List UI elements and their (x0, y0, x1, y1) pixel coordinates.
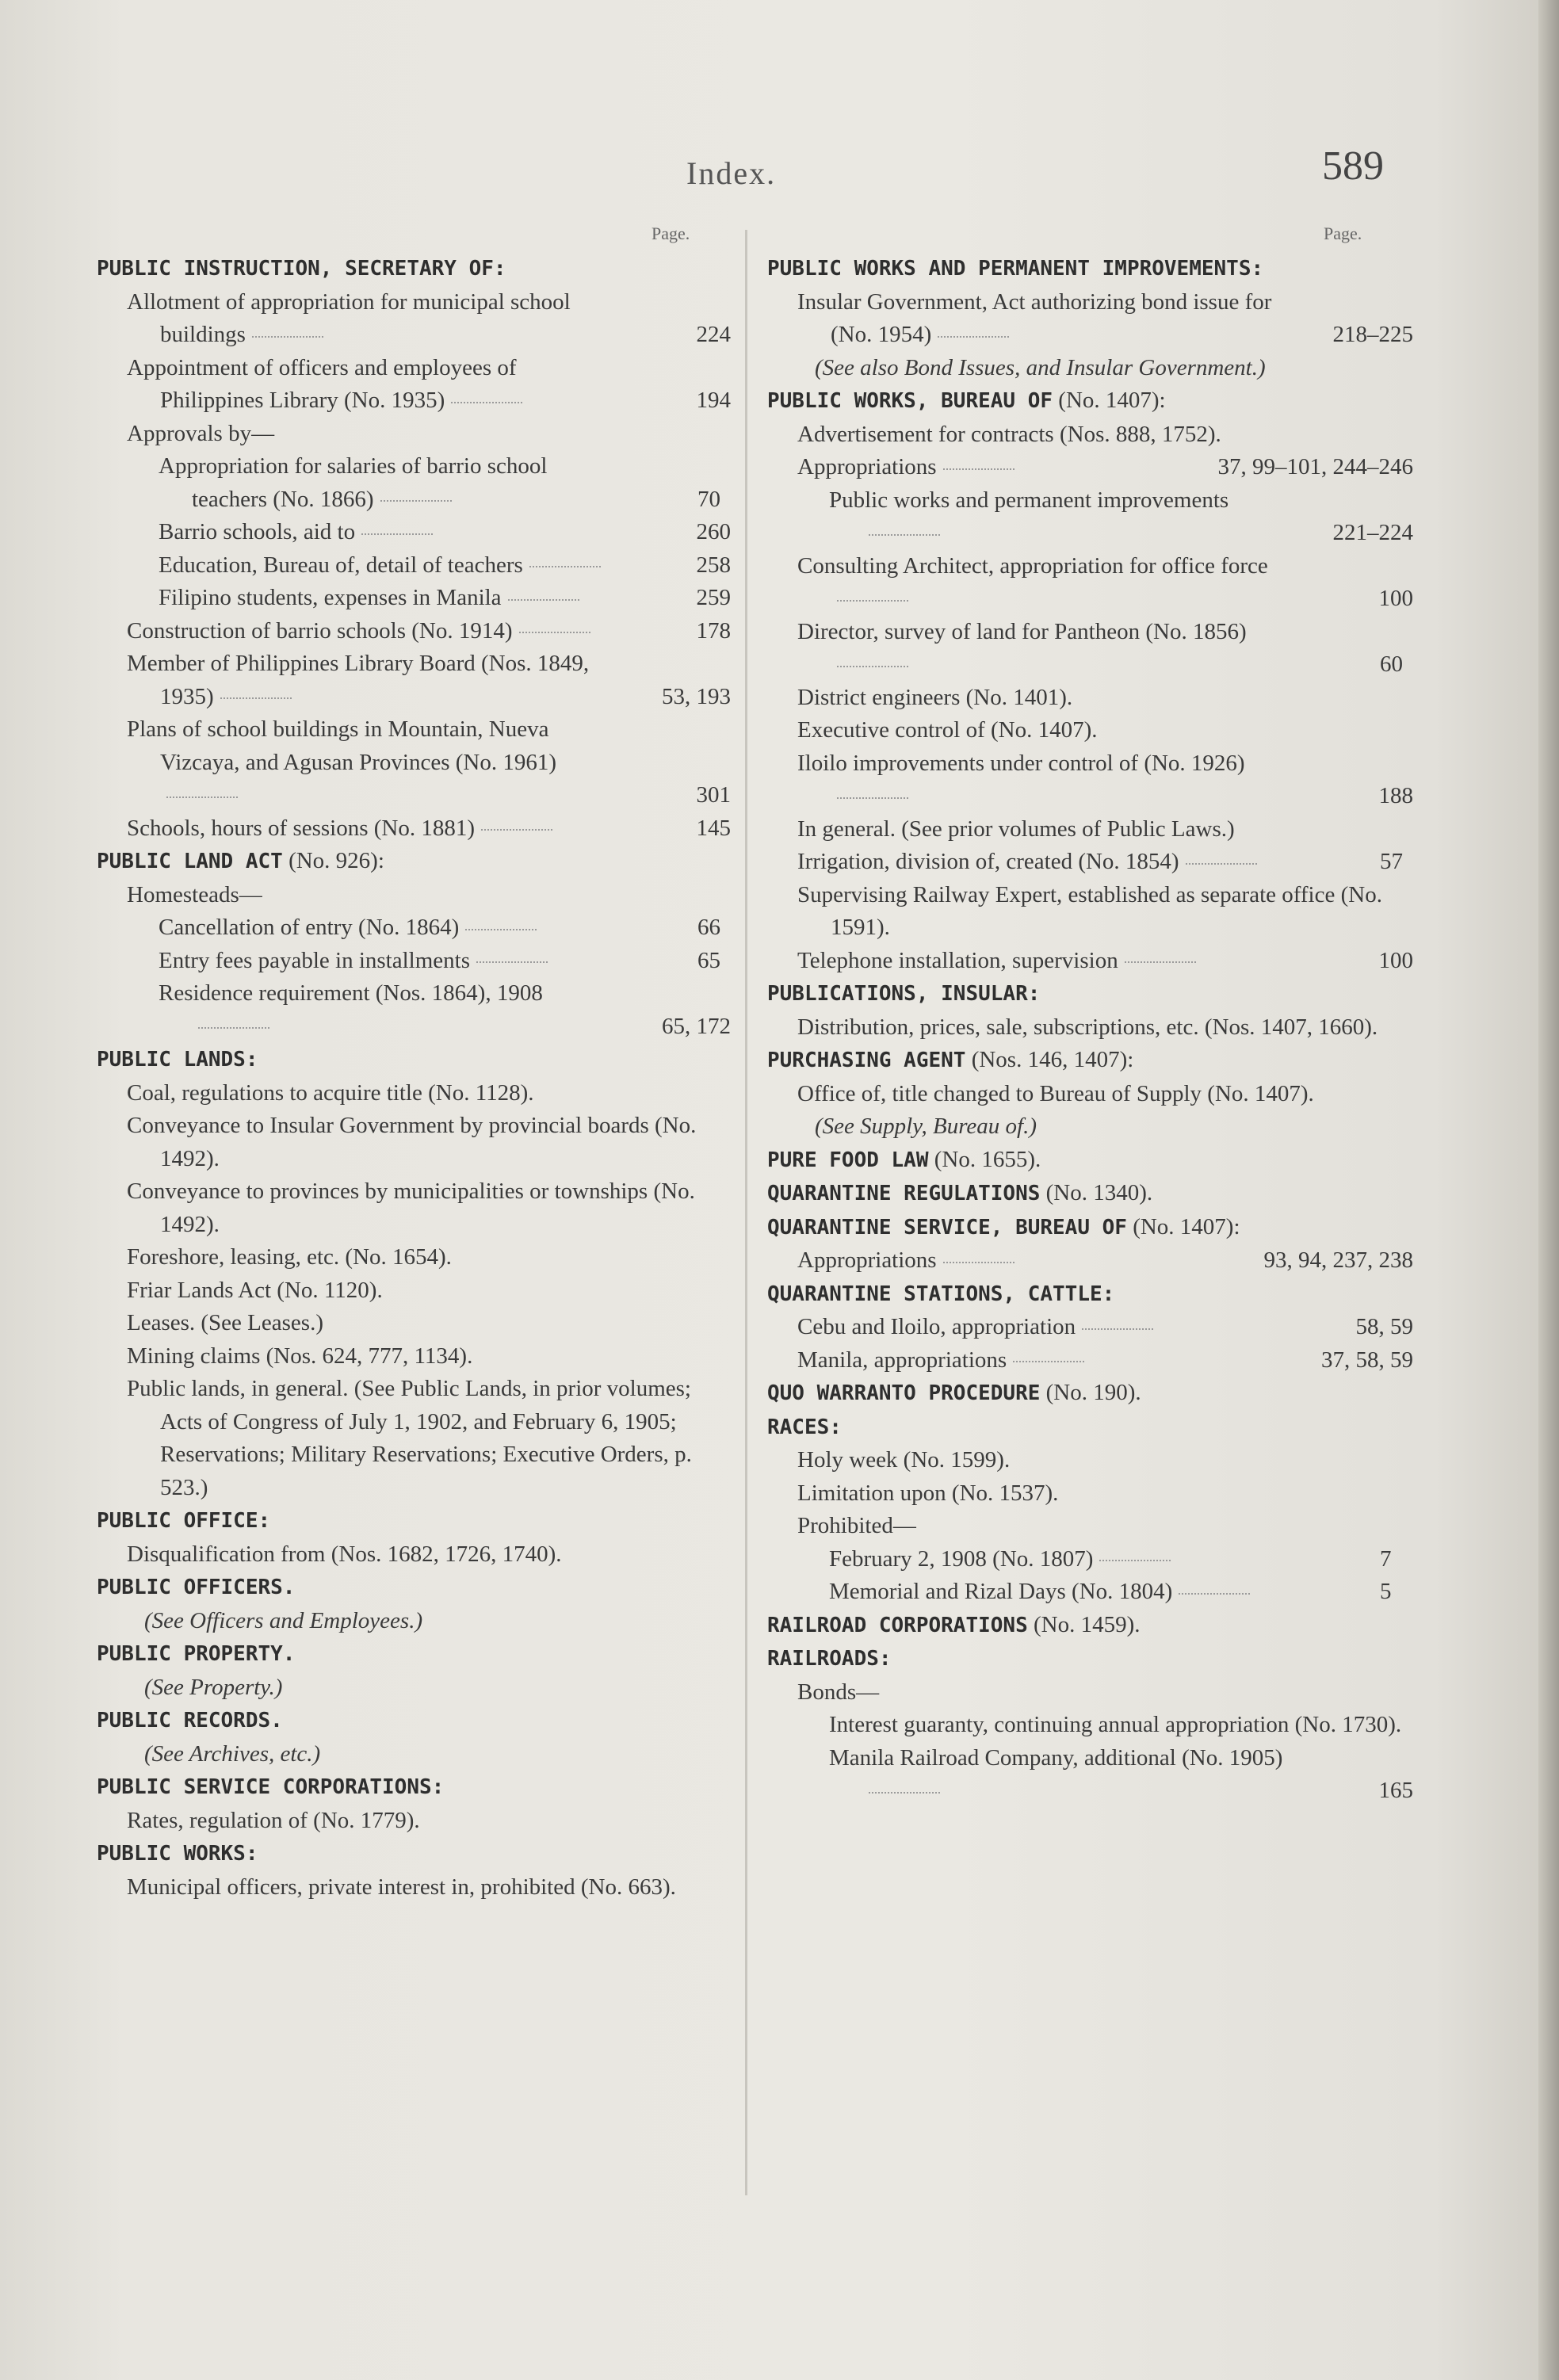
dot-leader (869, 1791, 940, 1794)
index-heading (767, 1144, 1413, 1178)
index-entry: Director, survey of land for Pantheon (No. 1856) 60 (797, 618, 1403, 677)
heading-text: PUBLIC LANDS: (97, 1048, 258, 1072)
index-entry (97, 1538, 731, 1572)
heading-text: PUBLIC LAND ACT (97, 850, 283, 873)
see-reference (97, 1605, 731, 1638)
entry-text: Entry fees payable in installments (159, 947, 471, 973)
page-reference: 218–225 (1332, 322, 1413, 347)
index-heading (767, 1642, 1413, 1676)
entry-text: Iloilo improvements under control of (No. 1926) (797, 750, 1245, 776)
page-reference: 100 (1378, 586, 1413, 611)
entry-text: Memorial and Rizal Days (No. 1804) (829, 1579, 1173, 1604)
heading-text: PUBLICATIONS, INSULAR: (767, 982, 1041, 1006)
index-entry (97, 1175, 731, 1241)
index-entry (767, 682, 1413, 715)
heading-reference: (No. 1407): (1126, 1213, 1240, 1240)
page-reference: 259 (696, 585, 731, 610)
index-entry (767, 1311, 1413, 1344)
page-reference: 37, 99–101, 244–246 (1217, 454, 1413, 479)
entry-text: Public works and permanent improvements (829, 487, 1229, 513)
entry-text: Construction of barrio schools (No. 1914) (127, 617, 513, 644)
page-reference: 100 (1378, 947, 1413, 973)
entry-text: Interest guaranty, continuing annual appropriation (No. 1730). (829, 1712, 1402, 1737)
index-entry (767, 1444, 1413, 1477)
heading-text: PUBLIC SERVICE CORPORATIONS: (97, 1775, 445, 1799)
entry-text: Barrio schools, aid to (159, 519, 356, 544)
see-reference (767, 1110, 1413, 1144)
index-entry (97, 549, 731, 583)
page-reference: 145 (696, 815, 731, 841)
heading-reference: (Nos. 146, 1407): (965, 1047, 1134, 1072)
index-entry (767, 286, 1413, 352)
see-reference-text: (See Officers and Employees.) (144, 1607, 423, 1633)
entry-text: February 2, 1908 (No. 1807) (829, 1545, 1094, 1572)
index-heading (767, 1044, 1413, 1078)
see-reference-text: (See Property.) (144, 1674, 283, 1700)
index-heading (767, 1177, 1413, 1211)
heading-text: PUBLIC WORKS AND PERMANENT IMPROVEMENTS: (767, 257, 1264, 281)
index-heading (767, 977, 1413, 1011)
dot-leader (1082, 1328, 1153, 1330)
index-heading (767, 1377, 1413, 1411)
entry-text: Bonds— (797, 1679, 880, 1705)
dot-leader (1179, 1592, 1250, 1595)
index-heading (97, 845, 731, 879)
index-entry: February 2, 1908 (No. 1807) 7 (829, 1545, 1392, 1572)
entry-text: Office of, title changed to Bureau of Supply (No. 1407). (797, 1080, 1314, 1106)
entry-text: Supervising Railway Expert, established as separate office (No. 1591). (797, 881, 1382, 940)
index-entry (767, 813, 1413, 846)
index-entry (97, 1307, 731, 1340)
page-reference: 53, 193 (662, 683, 731, 709)
index-heading (97, 252, 731, 286)
heading-text: RAILROAD CORPORATIONS (767, 1613, 1028, 1637)
heading-reference: (No. 190). (1040, 1380, 1141, 1405)
heading-text: RAILROADS: (767, 1647, 892, 1671)
index-entry (767, 1011, 1413, 1045)
entry-text: Irrigation, division of, created (No. 1854) (797, 849, 1179, 874)
entry-text: Appointment of officers and employees of Philippines Library (No. 1935) (127, 354, 517, 413)
dot-leader (837, 665, 908, 667)
entry-text: Insular Government, Act authorizing bond issue for (No. 1954) (797, 288, 1272, 347)
heading-text: PUBLIC OFFICE: (97, 1509, 271, 1533)
index-entry (97, 812, 731, 846)
entry-text: Cancellation of entry (No. 1864) (159, 915, 460, 940)
dot-leader (869, 533, 940, 536)
entry-text: Distribution, prices, sale, subscriptions, etc. (Nos. 1407, 1660). (797, 1014, 1378, 1040)
index-entry: Cancellation of entry (No. 1864) 66 (159, 915, 720, 940)
entry-text: Appropriations (797, 1247, 937, 1273)
dot-leader (938, 335, 1009, 338)
entry-text: Manila Railroad Company, additional (No. 1905) (829, 1744, 1283, 1771)
index-entry (767, 747, 1413, 813)
entry-text: Education, Bureau of, detail of teachers (159, 552, 523, 578)
heading-text: PUBLIC RECORDS. (97, 1709, 283, 1732)
dot-leader (943, 1261, 1014, 1263)
heading-text: PUBLIC INSTRUCTION, SECRETARY OF: (97, 257, 506, 281)
see-reference-text: (See Archives, etc.) (144, 1740, 321, 1767)
left-page-column-label: Page. (651, 223, 690, 243)
index-heading (767, 384, 1413, 418)
index-entry (97, 1110, 731, 1175)
dot-leader (220, 697, 292, 699)
entry-text: Telephone installation, supervision (797, 947, 1118, 973)
index-entry (767, 879, 1413, 945)
entry-text: Advertisement for contracts (Nos. 888, 1752). (797, 421, 1221, 447)
index-entry (97, 977, 731, 1043)
see-reference (97, 1738, 731, 1771)
index-entry (767, 1078, 1413, 1111)
index-entry (767, 451, 1413, 484)
entry-text: Holy week (No. 1599). (797, 1447, 1011, 1473)
index-entry (97, 352, 731, 418)
dot-leader (361, 533, 433, 535)
index-entry: Memorial and Rizal Days (No. 1804) 5 (829, 1579, 1392, 1604)
index-heading (767, 1211, 1413, 1245)
entry-text: Leases. (See Leases.) (127, 1310, 323, 1335)
heading-reference: (No. 926): (282, 848, 384, 873)
entry-text: Public lands, in general. (See Public Lands, in prior volumes; Acts of Congress of July 1, 1902, and February 6, 1905; Reservations; Military Reservations; Executive Orders, p. 523.) (127, 1376, 692, 1500)
index-entry (97, 516, 731, 549)
heading-reference: (No. 1340). (1040, 1180, 1153, 1205)
entry-text: Coal, regulations to acquire title (No. 1128). (127, 1079, 534, 1106)
index-heading (767, 1278, 1413, 1312)
page-reference: 165 (1378, 1778, 1413, 1803)
index-entry (767, 550, 1413, 616)
entry-text: Consulting Architect, appropriation for office force (797, 552, 1268, 579)
see-reference (97, 1671, 731, 1705)
entry-text: Prohibited— (797, 1513, 916, 1538)
index-heading (767, 252, 1413, 286)
entry-text: Approvals by— (127, 420, 275, 446)
page-number: 589 (1322, 143, 1384, 189)
entry-text: Rates, regulation of (No. 1779). (127, 1807, 420, 1833)
entry-text: Mining claims (Nos. 624, 777, 1134). (127, 1343, 473, 1369)
dot-leader (1099, 1559, 1171, 1561)
entry-text: Friar Lands Act (No. 1120). (127, 1277, 383, 1303)
right-column (767, 252, 1413, 1808)
column-divider (745, 230, 747, 2195)
index-heading (97, 1043, 731, 1077)
index-entry (767, 418, 1413, 452)
heading-text: RACES: (767, 1415, 842, 1439)
page-reference: 301 (696, 782, 731, 808)
index-entry (767, 1510, 1413, 1543)
entry-text: Disqualification from (Nos. 1682, 1726, 1740). (127, 1541, 562, 1567)
index-entry: Irrigation, division of, created (No. 1854) 57 (797, 849, 1403, 874)
heading-reference: (No. 1459). (1027, 1611, 1141, 1637)
entry-text: Homesteads— (127, 881, 262, 907)
heading-text: PUBLIC OFFICERS. (97, 1576, 296, 1599)
entry-text: Residence requirement (Nos. 1864), 1908 (159, 980, 543, 1006)
index-entry (97, 1077, 731, 1110)
left-column (97, 252, 731, 1904)
entry-text: Member of Philippines Library Board (Nos. 1849, 1935) (127, 651, 590, 709)
index-entry (97, 582, 731, 615)
index-entry (97, 286, 731, 352)
index-entry (97, 713, 731, 812)
entry-text: Municipal officers, private interest in, prohibited (No. 663). (127, 1874, 676, 1900)
dot-leader (837, 599, 908, 602)
page-reference: 37, 58, 59 (1321, 1347, 1413, 1373)
entry-text: Cebu and Iloilo, appropriation (797, 1314, 1076, 1339)
heading-text: PURE FOOD LAW (767, 1148, 929, 1172)
heading-text: QUARANTINE REGULATIONS (767, 1182, 1041, 1205)
dot-leader (1186, 862, 1257, 865)
right-page-column-label: Page. (1324, 223, 1362, 243)
entry-text: Director, survey of land for Pantheon (No. 1856) (797, 618, 1247, 644)
page-reference: 258 (696, 552, 731, 578)
dot-leader (1125, 961, 1196, 963)
entry-text: Appropriations (797, 454, 937, 479)
index-entry (767, 1676, 1413, 1710)
index-heading (97, 1704, 731, 1738)
entry-text: Filipino students, expenses in Manila (159, 585, 502, 610)
page-reference: 260 (696, 519, 731, 544)
dot-leader (166, 796, 238, 798)
dot-leader (481, 828, 552, 831)
index-entry (767, 1344, 1413, 1377)
entry-text: Plans of school buildings in Mountain, Nueva Vizcaya, and Agusan Provinces (No. 1961) (127, 716, 556, 775)
dot-leader (1013, 1360, 1084, 1362)
index-entry (97, 418, 731, 451)
entry-text: Executive control of (No. 1407). (797, 717, 1098, 743)
index-entry (97, 615, 731, 648)
heading-text: QUARANTINE STATIONS, CATTLE: (767, 1282, 1115, 1306)
heading-text: PUBLIC PROPERTY. (97, 1642, 296, 1666)
heading-reference: (No. 1407): (1053, 388, 1166, 413)
page-reference: 178 (696, 617, 731, 644)
index-heading (767, 1609, 1413, 1643)
dot-leader (252, 335, 323, 338)
see-reference (767, 352, 1413, 385)
index-entry (767, 484, 1413, 550)
dot-leader (198, 1026, 269, 1029)
page-reference: 58, 59 (1355, 1314, 1413, 1339)
running-header: Index. (686, 155, 777, 191)
entry-text: Schools, hours of sessions (No. 1881) (127, 815, 476, 841)
index-heading (97, 1571, 731, 1605)
entry-text: In general. (See prior volumes of Public Laws.) (797, 816, 1235, 842)
entry-text: Manila, appropriations (797, 1347, 1007, 1373)
dot-leader (465, 928, 537, 930)
heading-text: PURCHASING AGENT (767, 1049, 966, 1072)
index-entry (767, 1709, 1413, 1742)
index-entry (97, 1805, 731, 1838)
page-reference: 224 (696, 322, 731, 347)
see-reference-text: (See Supply, Bureau of.) (815, 1114, 1037, 1139)
index-entry (97, 879, 731, 912)
index-entry (97, 1340, 731, 1373)
entry-text: Limitation upon (No. 1537). (797, 1480, 1059, 1506)
heading-text: PUBLIC WORKS: (97, 1842, 258, 1866)
entry-text: Allotment of appropriation for municipal school buildings (127, 288, 571, 347)
dot-leader (519, 631, 590, 633)
index-entry (767, 1742, 1413, 1808)
dot-leader (476, 961, 548, 963)
heading-text: QUARANTINE SERVICE, BUREAU OF (767, 1215, 1127, 1240)
entry-text: Foreshore, leasing, etc. (No. 1654). (127, 1244, 452, 1270)
index-entry (97, 1274, 731, 1308)
dot-leader (837, 797, 908, 799)
page-reference: 221–224 (1332, 520, 1413, 545)
page-reference: 194 (696, 388, 731, 413)
entry-text: Conveyance to Insular Government by provincial boards (No. 1492). (127, 1113, 697, 1171)
dot-leader (529, 565, 601, 567)
heading-reference: (No. 1655). (928, 1146, 1041, 1172)
dot-leader (451, 401, 522, 403)
index-entry (767, 1244, 1413, 1278)
dot-leader (508, 598, 579, 601)
index-entry: Entry fees payable in installments 65 (159, 947, 720, 973)
index-entry (97, 1373, 731, 1504)
index-entry (97, 1241, 731, 1274)
page-edge (1538, 0, 1559, 2380)
index-heading (97, 1637, 731, 1671)
index-heading (97, 1771, 731, 1805)
index-entry (97, 648, 731, 713)
page-reference: 65, 172 (662, 1013, 731, 1039)
dot-leader (380, 499, 452, 502)
index-entry (767, 1477, 1413, 1511)
heading-text: QUO WARRANTO PROCEDURE (767, 1381, 1041, 1405)
index-entry (767, 714, 1413, 747)
index-heading (97, 1504, 731, 1538)
index-heading (767, 1411, 1413, 1445)
index-heading (97, 1837, 731, 1871)
see-reference-text: (See also Bond Issues, and Insular Government.) (815, 354, 1266, 380)
index-entry (767, 945, 1413, 978)
entry-text: Conveyance to provinces by municipalities or townships (No. 1492). (127, 1179, 695, 1237)
index-entry (97, 1871, 731, 1904)
entry-text: District engineers (No. 1401). (797, 684, 1073, 710)
page-reference: 188 (1378, 783, 1413, 808)
dot-leader (943, 468, 1014, 470)
page-reference: 93, 94, 237, 238 (1263, 1247, 1413, 1273)
heading-text: PUBLIC WORKS, BUREAU OF (767, 389, 1053, 413)
index-entry: Appropriation for salaries of barrio school teachers (No. 1866) 70 (159, 453, 720, 512)
entry-text: Appropriation for salaries of barrio school teachers (No. 1866) (159, 453, 548, 512)
